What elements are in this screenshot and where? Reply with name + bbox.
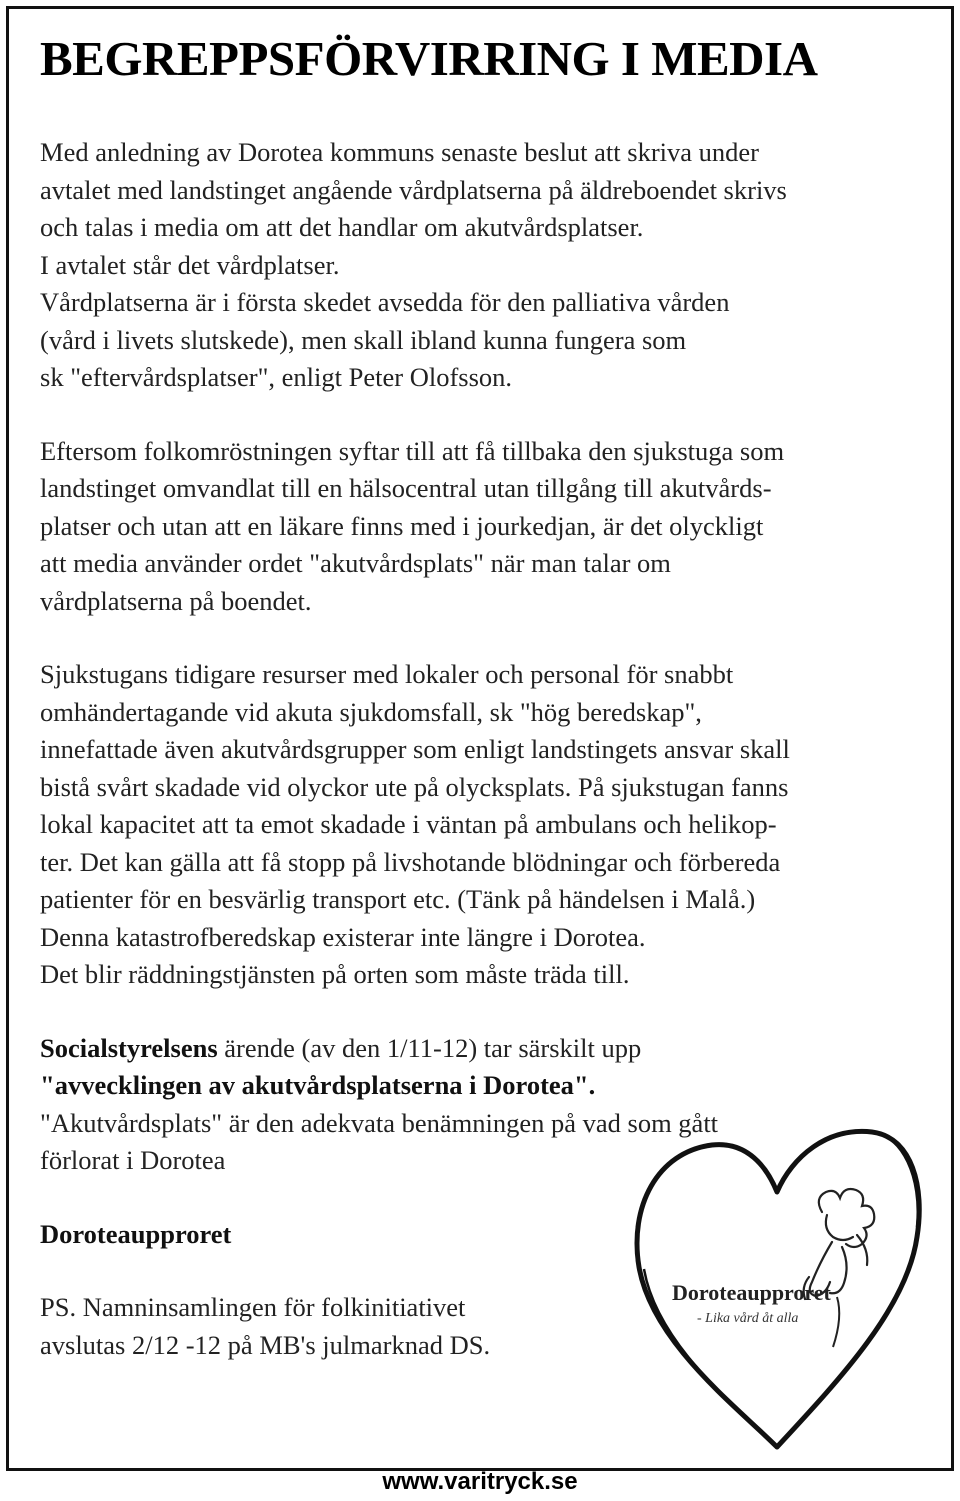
text-line: avtalet med landstinget angående vårdplatserna på äldreboendet skrivs (40, 174, 787, 205)
text-line: att media använder ordet "akutvårdsplats" när man talar om (40, 548, 671, 578)
signature: Doroteaupproret (40, 1218, 232, 1249)
paragraph-resources (40, 656, 931, 994)
text-line: PS. Namninsamlingen för folkinitiativet (40, 1292, 466, 1322)
text-line: och talas i media om att det handlar om akutvårdsplatser. (40, 212, 644, 242)
text-line: förlorat i Dorotea (40, 1145, 226, 1175)
text-line (40, 1030, 931, 1068)
text-line: ter. Det kan gälla att få stopp på livshotande blödningar och förbereda (40, 846, 781, 877)
text-span: ärende (av den 1/11-12) tar särskilt upp (217, 1032, 642, 1063)
text-line: innefattade även akutvårdsgrupper som enligt landstingets ansvar skall (40, 734, 790, 764)
text-line: platser och utan att en läkare finns med i jourkedjan, är det olyckligt (40, 510, 764, 541)
text-line: bistå svårt skadade vid olyckor ute på olycksplats. På sjukstugan fanns (40, 771, 789, 802)
logo-name: Doroteaupproret (672, 1280, 831, 1305)
text-line: patienter för en besvärlig transport etc. (Tänk på händelsen i Malå.) (40, 884, 756, 914)
paragraph-intro (40, 134, 931, 397)
logo-tagline: - Lika vård åt alla (697, 1311, 799, 1326)
text-line: "Akutvårdsplats" är den adekvata benämningen på vad som gått (40, 1107, 719, 1138)
headline: BEGREPPSFÖRVIRRING I MEDIA (40, 31, 818, 86)
text-line: sk "eftervårdsplatser", enligt Peter Olofsson. (40, 362, 513, 392)
text-line: Med anledning av Dorotea kommuns senaste beslut att skriva under (40, 137, 760, 167)
text-line: avslutas 2/12 -12 på MB's julmarknad DS. (40, 1329, 491, 1360)
text-line: Eftersom folkomröstningen syftar till att få tillbaka den sjukstuga som (40, 435, 785, 466)
text-line: omhändertagande vid akuta sjukdomsfall, sk "hög beredskap", (40, 696, 702, 727)
ad-frame (6, 6, 954, 1471)
text-line: I avtalet står det vårdplatser. (40, 249, 340, 280)
text-line: lokal kapacitet att ta emot skadade i väntan på ambulans och helikop- (40, 809, 777, 839)
heart-logo (627, 1117, 927, 1457)
text-line: (vård i livets slutskede), men skall ibland kunna fungera som (40, 324, 687, 355)
text-line: Det blir räddningstjänsten på orten som måste träda till. (40, 959, 630, 989)
paragraph-referendum (40, 433, 931, 621)
text-line: Vårdplatserna är i första skedet avsedda för den palliativa vården (40, 287, 730, 317)
footer-url: www.varitryck.se (382, 1468, 578, 1495)
text-line-bold: "avvecklingen av akutvårdsplatserna i Dorotea". (40, 1070, 596, 1100)
text-line: Sjukstugans tidigare resurser med lokaler och personal för snabbt (40, 659, 734, 689)
text-line: vårdplatserna på boendet. (40, 585, 312, 616)
text-line: landstinget omvandlat till en hälsocentral utan tillgång till akutvårds- (40, 473, 772, 503)
bold-text: Socialstyrelsens (40, 1032, 218, 1063)
text-line: Denna katastrofberedskap existerar inte längre i Dorotea. (40, 921, 646, 952)
